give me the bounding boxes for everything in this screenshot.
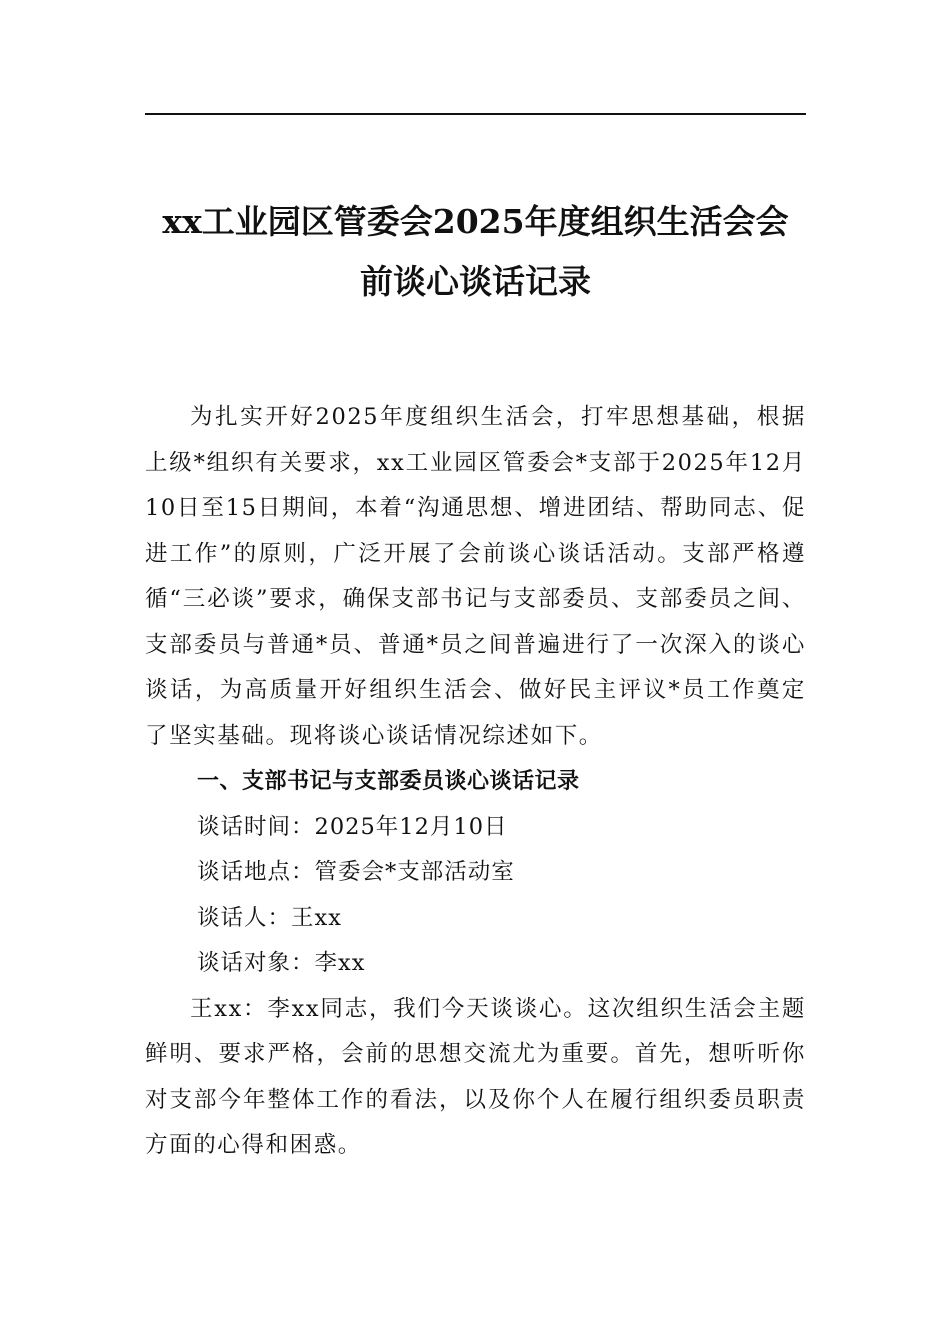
title-line-1: xx工业园区管委会2025年度组织生活会会 [162, 202, 789, 241]
document-body [145, 395, 806, 1169]
document-title [145, 192, 806, 312]
talk-place: 谈话地点：管委会*支部活动室 [197, 859, 515, 885]
talk-target: 谈话对象：李xx [197, 950, 366, 976]
talker: 谈话人：王xx [197, 904, 342, 931]
header-divider [145, 113, 806, 115]
talk-time: 谈话时间：2025年12月10日 [197, 813, 508, 840]
title-line-2: 前谈心谈话记录 [360, 262, 591, 301]
dialogue-paragraph: 王xx：李xx同志，我们今天谈谈心。这次组织生活会主题鲜明、要求严格，会前的思想交流尤为重要。首先，想听听你对支部今年整体工作的看法，以及你个人在履行组织委员职责方面的心得和困惑。 [145, 995, 806, 1158]
section-heading: 一、支部书记与支部委员谈心谈话记录 [197, 769, 580, 794]
intro-paragraph: 为扎实开好2025年度组织生活会，打牢思想基础，根据上级*组织有关要求，xx工业园区管委会*支部于2025年12月10日至15日期间，本着“沟通思想、增进团结、帮助同志、促进工作”的原则，广泛开展了会前谈心谈话活动。支部严格遵循“三必谈”要求，确保支部书记与支部委员、支部委员之间、支部委员与普通*员、普通*员之间普遍进行了一次深入的谈心谈话，为高质量开好组织生活会、做好民主评议*员工作奠定了坚实基础。现将谈心谈话情况综述如下。 [145, 404, 806, 749]
